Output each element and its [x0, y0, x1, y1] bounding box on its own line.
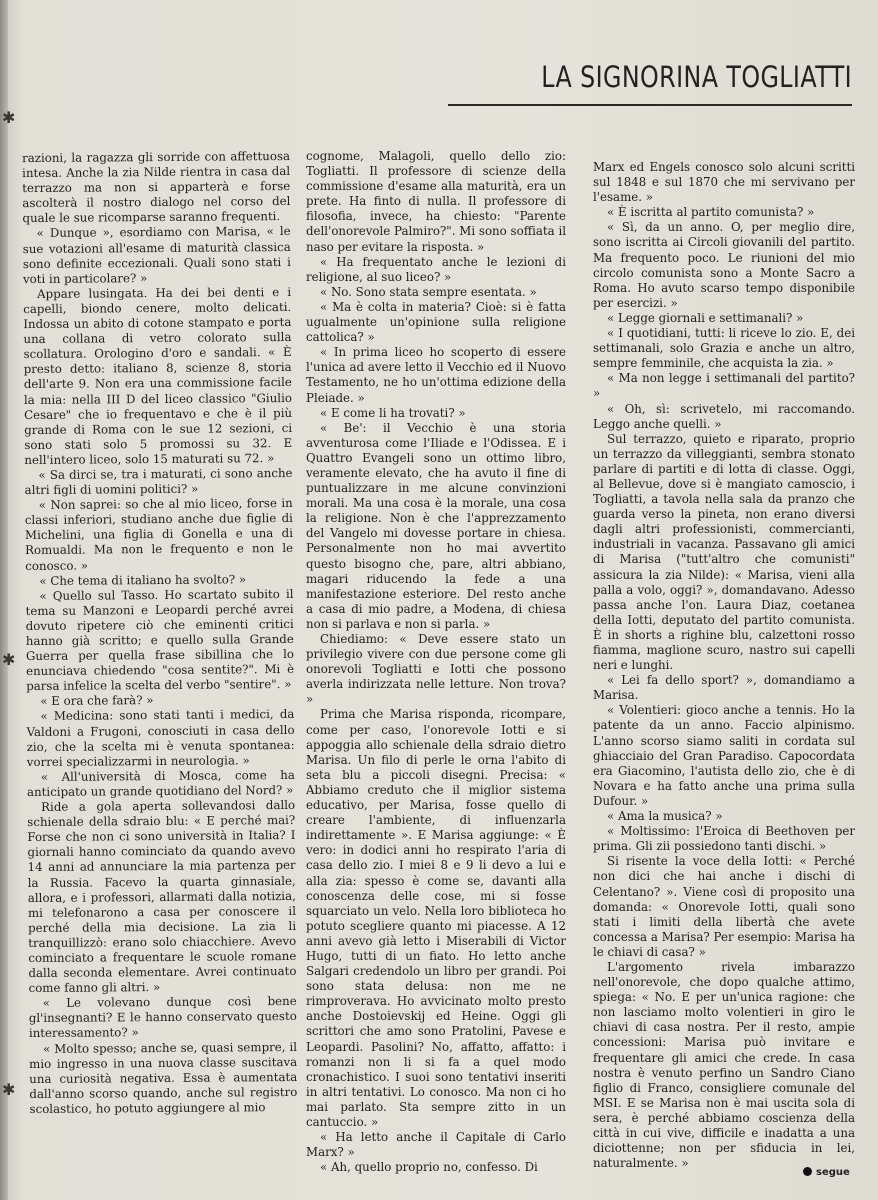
paragraph: Ride a gola aperta sollevandosi dallo schienale della sdraio blu: « E perché mai? Forse che non ci sono università in Italia? I giornali hanno cominciato da quando avevo 14 anni ad annunciare la mia partenza per la Russia. Facevo la quarta ginnasiale, allora, e i professori, allarmati dalla notizia, mi telefonarono a casa per conoscere il perché della mia decisione. La zia li tranquillizzò: erano solo chiacchiere. Avevo cominciato a frequentare le scuole romane dalla seconda elementare. Avrei continuato come fanno gli altri. »: [27, 797, 297, 996]
paragraph: « I quotidiani, tutti: li riceve lo zio. E, dei settimanali, solo Grazia e anche un altro, sempre femminile, che acquista la zia. »: [593, 326, 855, 371]
paragraph: cognome, Malagoli, quello dello zio: Togliatti. Il professore di scienze della commissione d'esame alla maturità, era un prete. Ha finto di nulla. Il professore di filosofia, invece, ha chiesto: "Parente dell'onorevole Palmiro?". Mi sono soffiata il naso per evitare la risposta. »: [306, 149, 566, 254]
paragraph: « Moltissimo: l'Eroica di Beethoven per prima. Gli zii possiedono tanti dischi. »: [593, 824, 855, 854]
paragraph: « Sì, da un anno. O, per meglio dire, sono iscritta ai Circoli giovanili del partito. Ma frequento poco. Le riunioni del mio circolo comunista sono a Monte Sacro a Roma. Ho avuto scarso tempo disponibile per esercizi. »: [593, 220, 855, 310]
article-header: [448, 60, 852, 106]
paragraph: « Medicina: sono stati tanti i medici, da Valdoni a Frugoni, conosciuti in casa dello zio, che la scelta mi è venuta spontanea: vorrei specializzarmi in neurologia. »: [26, 707, 295, 769]
paragraph: Sul terrazzo, quieto e riparato, proprio un terrazzo da villeggianti, sembra stonato parlare di partiti e di lotta di classe. Oggi, al Bellevue, dove si è mangiato camoscio, i Togliatti, a tavola nella sala da pranzo che guarda verso la pineta, non erano diversi dagli altri professionisti, commercianti, industriali in vacanza. Passavano gli amici di Marisa ("tutt'altro che comunisti" assicura la zia Nilde): « Marisa, vieni alla palla a volo, oggi? », domandavano. Adesso passa anche l'on. Laura Diaz, coetanea della Iotti, deputato del partito comunista. È in shorts a righine blu, calzettoni rosso fiamma, maglione scuro, nastro sui capelli neri e lunghi.: [593, 431, 855, 673]
paragraph: « No. Sono stata sempre esentata. »: [320, 284, 537, 299]
paragraph: « Ama la musica? »: [607, 809, 723, 824]
text-column-3: [593, 160, 855, 1185]
paragraph: Chiediamo: « Deve essere stato un privilegio vivere con due persone come gli onorevoli Togliatti e Iotti che possono averla indirizzata nelle letture. Non trova? »: [306, 632, 566, 707]
paragraph: « E come li ha trovati? »: [320, 405, 466, 420]
paragraph: Appare lusingata. Ha dei bei denti e i capelli, biondo cenere, molto delicati. Indossa un abito di cotone stampato e porta una collana di vetro colorato sulla scollatura. Orologino d'oro e sandali. « È presto detto: italiano 8, scienze 8, storia dell'arte 9. Non era una commissione facile la mia: nella III D del liceo classico "Giulio Cesare" che io frequentavo e che è il più grande di Roma con le sue 12 sezioni, ci sono stati solo 5 promossi su 32. E nell'intero liceo, solo 15 maturati su 72. »: [23, 284, 293, 467]
paragraph: « Be': il Vecchio è una storia avventurosa come l'Iliade e l'Odissea. E i Quattro Evangeli sono un ottimo libro, veramente elevato, che ha avuto il fine di puntualizzare in me alcune convinzioni morali. Ma una cosa è la morale, una cosa la religione. Non è che l'apprezzamento del Vangelo mi dovesse portare in chiesa. Personalmente non ho mai avvertito questo bisogno che, pare, altri abbiano, magari riducendo la fede a una manifestazione esteriore. Del resto anche a casa di mio padre, a Modena, di chiesa non si parlava e non si parla. »: [306, 420, 566, 631]
paragraph: « Ma è colta in materia? Cioè: si è fatta ugualmente un'opinione sulla religione cattolica? »: [306, 299, 566, 345]
paragraph: Prima che Marisa risponda, ricompare, come per caso, l'onorevole Iotti e si appoggia allo schienale della sdraio dietro Marisa. Un filo di perle le orna l'abito di seta blu a piccoli disegni. Precisa: « Abbiamo creduto che il miglior sistema educativo, per Marisa, fosse quello di creare l'ambiente, di influenzarla indirettamente ». E Marisa aggiunge: « È vero: in dodici anni ho respirato l'aria di casa dello zio. I miei 8 e 9 li devo a lui e alla zia: spesso è come se, davanti alla conoscenza delle cose, mi si fosse squarciato un velo. Nella loro biblioteca ho potuto scegliere quanto mi piacesse. A 12 anni avevo già letto i Miserabili di Victor Hugo, tutti di un fiato. Ho letto anche Salgari credendolo un libro per grandi. Poi sono stata delusa: non me ne rimproverava. Ho avvicinato molto presto anche Dostoievskij ed Heine. Oggi gli scrittori che amo sono Pratolini, Pavese e Leopardi. Pasolini? No, affatto, affatto: i romanzi non li si fa a quel modo cronachistico. I suoi sono tentativi inseriti in altri tentativi. Lo conosco. Ma non ci ho mai parlato. Sta sempre zitto in un cantuccio. »: [306, 707, 566, 1129]
staple-icon: ✱: [2, 1080, 16, 1099]
paragraph: Si risente la voce della Iotti: « Perché non dici che hai anche i dischi di Celentano? ». Viene così di proposito una domanda: « Onorevole Iotti, quali sono stati i limiti della libertà che avete concessa a Marisa? Per esempio: Marisa ha le chiavi di casa? »: [593, 854, 855, 959]
paragraph: « Ma non legge i settimanali del partito? »: [593, 371, 855, 401]
paragraph: L'argomento rivela imbarazzo nell'onorevole, che dopo qualche attimo, spiega: « No. E per un'unica ragione: che non lasciamo molto volentieri in giro le chiavi di casa nostra. Per il resto, ampie concessioni: Marisa può invitare e frequentare gli amici che crede. In casa nostra è venuto perfino un Sandro Ciano figlio di Franco, consigliere comunale del MSI. E se Marisa non è mai uscita sola di sera, è perché abbiamo coscienza della città in cui vive, difficile e inadatta a una diciottenne; non per sfiducia in lei, naturalmente. »: [593, 959, 855, 1171]
paragraph: « Volentieri: gioco anche a tennis. Ho la patente da un anno. Faccio alpinismo. L'anno scorso siamo saliti in cordata sul ghiacciaio del Gran Paradiso. Capocordata era Giacomino, l'autista dello zio, che è di Novara e ha fatto anche una prima sulla Dufour. »: [593, 703, 855, 808]
paragraph: « Ah, quello proprio no, confesso. Di: [320, 1160, 538, 1174]
text-column-2: [306, 149, 566, 1174]
staple-icon: ✱: [2, 650, 16, 669]
text-column-1: [22, 149, 298, 1176]
paragraph: razioni, la ragazza gli sorride con affettuosa intesa. Anche la zia Nilde rientra in casa dal terrazzo ma non si apparterà e forse ascolterà il nostro dialogo nel corso del quale le sue ricomparse saranno frequenti.: [21, 148, 291, 226]
paragraph: « Sa dirci se, tra i maturati, ci sono anche altri figli di uomini politici? »: [24, 465, 293, 498]
paragraph: « Lei fa dello sport? », domandiamo a Marisa.: [593, 673, 855, 703]
paragraph: « Quello sul Tasso. Ho scartato subito il tema su Manzoni e Leopardi perché avrei dovuto ripetere ciò che eminenti critici hanno già scritto; e quello sulla Grande Guerra per quella frase sibillina che lo enunciava chiedendo "cosa sentite?". Mi è parsa infelice la scelta del verbo "sentire". »: [25, 586, 295, 694]
continues-marker: [803, 1167, 850, 1178]
paragraph: « Legge giornali e settimanali? »: [607, 310, 804, 325]
paragraph: « Oh, sì: scrivetelo, mi raccomando. Leggo anche quelli. »: [593, 401, 855, 431]
paragraph: « Ha letto anche il Capitale di Carlo Marx? »: [306, 1130, 566, 1160]
continues-label: segue: [816, 1167, 850, 1178]
paragraph: « All'università di Mosca, come ha anticipato un grande quotidiano del Nord? »: [26, 767, 295, 799]
paragraph: « Che tema di italiano ha svolto? »: [39, 571, 247, 588]
paragraph: « E ora che farà? »: [40, 693, 154, 709]
paragraph: Marx ed Engels conosco solo alcuni scritti sul 1848 e sul 1870 che mi servivano per l'esame. »: [593, 160, 855, 205]
paragraph: « Non saprei: so che al mio liceo, forse in classi inferiori, studiano anche due figlie di Michelini, una figlia di Gonella e una di Romualdi. Ma non le frequento e non le conosco. »: [24, 496, 294, 573]
staple-icon: ✱: [2, 108, 16, 127]
bullet-icon: [803, 1167, 812, 1176]
paragraph: « È iscritta al partito comunista? »: [607, 205, 815, 220]
paragraph: « Ha frequentato anche le lezioni di religione, al suo liceo? »: [306, 254, 566, 284]
article-title: LA SIGNORINA TOGLIATTI: [541, 60, 852, 94]
page-binding: [0, 0, 8, 1200]
paragraph: « Le volevano dunque così bene gl'insegnanti? E le hanno conservato questo interessamento? »: [28, 994, 297, 1041]
paragraph: « In prima liceo ho scoperto di essere l'unica ad avere letto il Vecchio ed il Nuovo Testamento, ne ho un'ottima edizione della Pleiade. »: [306, 345, 566, 405]
paragraph: « Molto spesso; anche se, quasi sempre, il mio ingresso in una nuova classe suscitava una curiosità negativa. Essa è aumentata dall'anno scorso quando, anche sul registro scolastico, ho potuto aggiungere al mio: [29, 1039, 298, 1116]
paragraph: « Dunque », esordiamo con Marisa, « le sue votazioni all'esame di maturità classica sono definite eccezionali. Quali sono stati i voti in particolare? »: [22, 224, 291, 286]
